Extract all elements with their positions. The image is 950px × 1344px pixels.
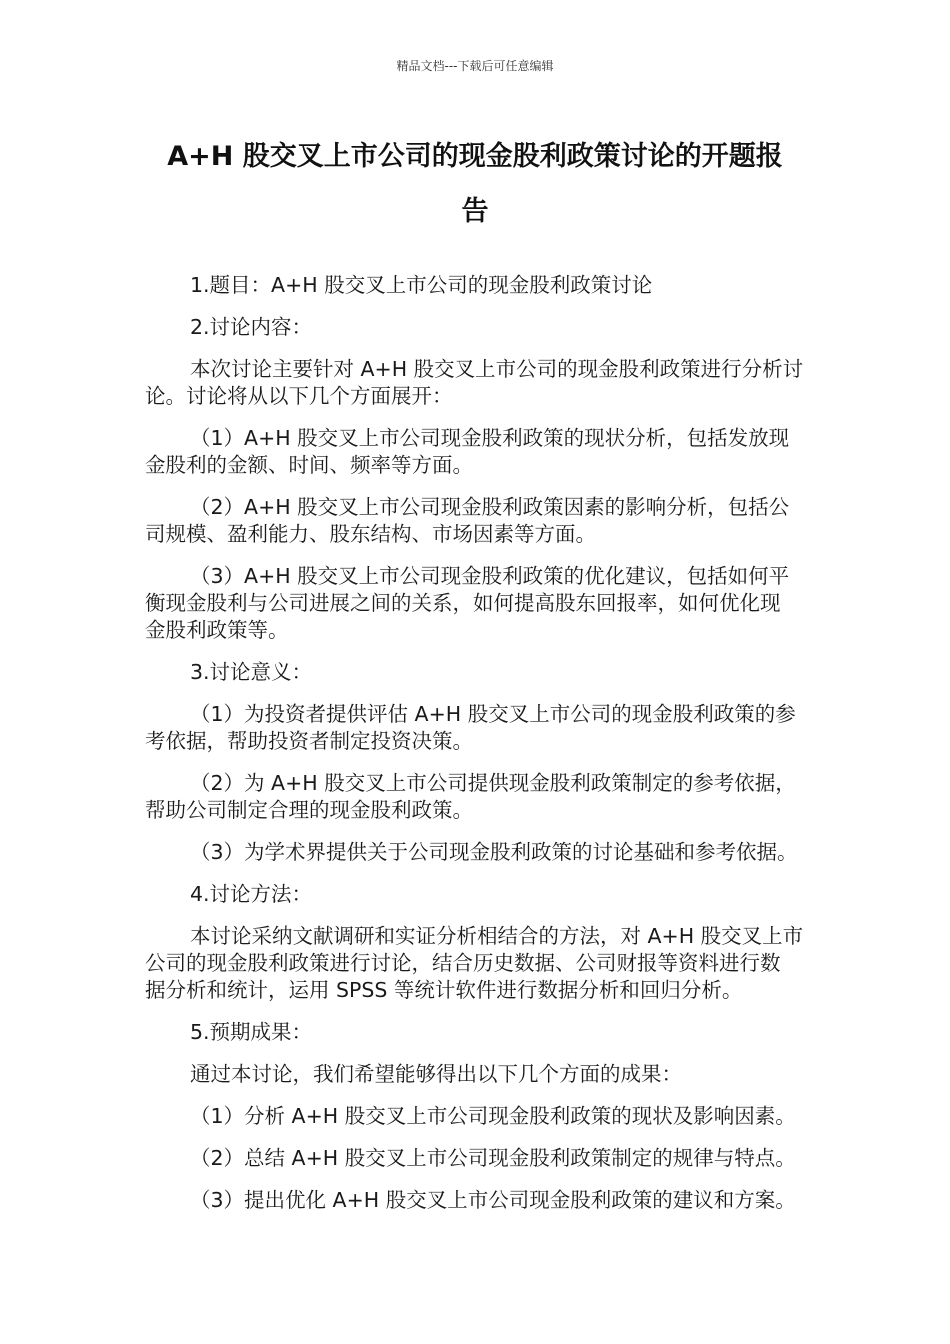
paragraph-line: 金股利的金额、时间、频率等方面。 (145, 453, 473, 477)
paragraph-line: （2）A+H 股交叉上市公司现金股利政策因素的影响分析，包括公 (190, 495, 790, 519)
paragraph-line: 2.讨论内容： (190, 315, 313, 339)
paragraph-line: 论。讨论将从以下几个方面展开： (145, 384, 453, 408)
paragraph-line: （1）分析 A+H 股交叉上市公司现金股利政策的现状及影响因素。 (190, 1104, 796, 1128)
list-item-results-1 (145, 1103, 825, 1130)
paragraph-line: （3）提出优化 A+H 股交叉上市公司现金股利政策的建议和方案。 (190, 1188, 796, 1212)
paragraph-results-intro (145, 1061, 825, 1088)
paragraph-line: 通过本讨论，我们希望能够得出以下几个方面的成果： (190, 1062, 682, 1086)
list-item-significance-2 (145, 770, 825, 824)
paragraph-line: 1.题目：A+H 股交叉上市公司的现金股利政策讨论 (190, 273, 653, 297)
list-item-content-1 (145, 425, 825, 479)
heading-content (145, 314, 825, 341)
paragraph-line: 5.预期成果： (190, 1020, 313, 1044)
heading-expected-results (145, 1019, 825, 1046)
paragraph-line: 衡现金股利与公司进展之间的关系，如何提高股东回报率，如何优化现 (145, 591, 781, 615)
header-note: 精品文档---下载后可任意编辑 (396, 59, 554, 73)
paragraph-content-intro (145, 356, 825, 410)
paragraph-line: 司规模、盈利能力、股东结构、市场因素等方面。 (145, 522, 596, 546)
title-line: A+H 股交叉上市公司的现金股利政策讨论的开题报 (167, 141, 783, 172)
paragraph-line: 据分析和统计，运用 SPSS 等统计软件进行数据分析和回归分析。 (145, 978, 743, 1002)
title-line: 告 (461, 196, 489, 227)
list-item-results-3 (145, 1187, 825, 1214)
list-item-significance-1 (145, 701, 825, 755)
paragraph-line: 公司的现金股利政策进行讨论，结合历史数据、公司财报等资料进行数 (145, 951, 781, 975)
paragraph-line: 帮助公司制定合理的现金股利政策。 (145, 798, 473, 822)
document-title (0, 129, 950, 239)
paragraph-line: （2）总结 A+H 股交叉上市公司现金股利政策制定的规律与特点。 (190, 1146, 796, 1170)
paragraph-line: （1）A+H 股交叉上市公司现金股利政策的现状分析，包括发放现 (190, 426, 790, 450)
paragraph-line: （2）为 A+H 股交叉上市公司提供现金股利政策制定的参考依据， (190, 771, 796, 795)
paragraph-line: （1）为投资者提供评估 A+H 股交叉上市公司的现金股利政策的参 (190, 702, 796, 726)
list-item-results-2 (145, 1145, 825, 1172)
list-item-content-2 (145, 494, 825, 548)
paragraph-line: （3）为学术界提供关于公司现金股利政策的讨论基础和参考依据。 (190, 840, 798, 864)
paragraph-line: 金股利政策等。 (145, 618, 289, 642)
paragraph-line: （3）A+H 股交叉上市公司现金股利政策的优化建议，包括如何平 (190, 564, 790, 588)
list-item-significance-3 (145, 839, 825, 866)
list-item-content-3 (145, 563, 825, 644)
paragraph-line: 本讨论采纳文献调研和实证分析相结合的方法，对 A+H 股交叉上市 (190, 924, 804, 948)
heading-significance (145, 659, 825, 686)
paragraph-line: 4.讨论方法： (190, 882, 313, 906)
paragraph-line: 考依据，帮助投资者制定投资决策。 (145, 729, 473, 753)
document-body (145, 272, 825, 1229)
paragraph-method (145, 923, 825, 1004)
heading-topic (145, 272, 825, 299)
paragraph-line: 3.讨论意义： (190, 660, 313, 684)
paragraph-line: 本次讨论主要针对 A+H 股交叉上市公司的现金股利政策进行分析讨 (190, 357, 804, 381)
heading-method (145, 881, 825, 908)
